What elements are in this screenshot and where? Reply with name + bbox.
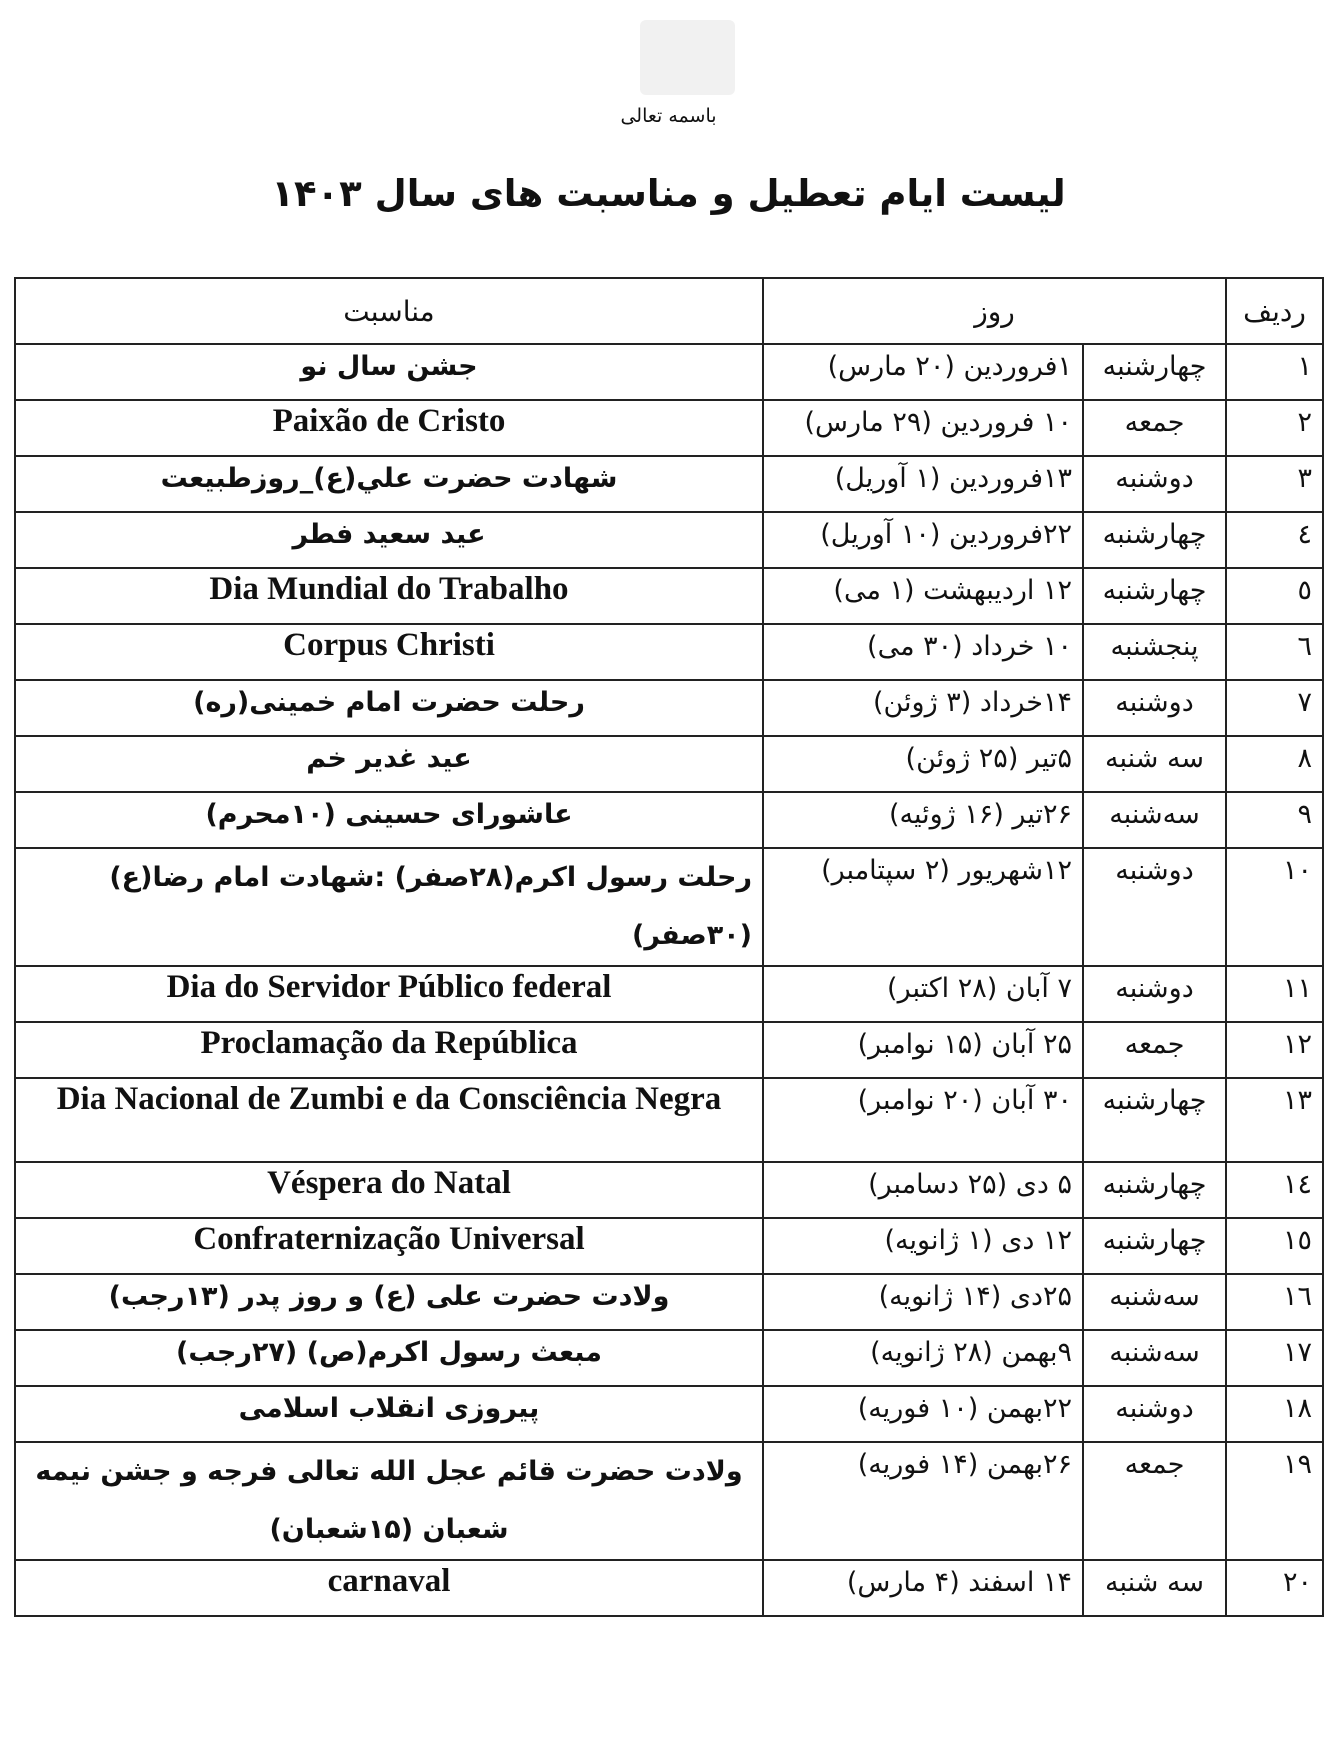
table-header-row — [15, 278, 1323, 344]
weekday-cell: چهارشنبه — [1083, 512, 1226, 568]
weekday-cell: دوشنبه — [1083, 456, 1226, 512]
table-row — [15, 966, 1323, 1022]
row-number: ۷ — [1226, 680, 1323, 736]
table-row — [15, 848, 1323, 966]
date-cell: ۷ آبان (۲۸ اکتبر) — [763, 966, 1083, 1022]
date-cell: ۹بهمن (۲۸ ژانویه) — [763, 1330, 1083, 1386]
occasion-cell: پیروزی انقلاب اسلامی — [15, 1386, 763, 1442]
row-number: ۱۱ — [1226, 966, 1323, 1022]
weekday-cell: دوشنبه — [1083, 966, 1226, 1022]
table-row — [15, 1442, 1323, 1560]
date-cell: ۲۵ آبان (۱۵ نوامبر) — [763, 1022, 1083, 1078]
table-row — [15, 512, 1323, 568]
occasion-cell: ولادت حضرت قائم عجل الله تعالی فرجه و جشن نیمه شعبان (۱۵شعبان) — [15, 1442, 763, 1560]
row-number: ۱۷ — [1226, 1330, 1323, 1386]
holiday-table — [14, 277, 1324, 1617]
date-cell: ۱۲ دی (۱ ژانویه) — [763, 1218, 1083, 1274]
weekday-cell: سه‌شنبه — [1083, 792, 1226, 848]
row-number: ۱۹ — [1226, 1442, 1323, 1560]
row-number: ۱ — [1226, 344, 1323, 400]
occasion-cell: عید سعید فطر — [15, 512, 763, 568]
date-cell: ۱۴ اسفند (۴ مارس) — [763, 1560, 1083, 1616]
weekday-cell: چهارشنبه — [1083, 344, 1226, 400]
row-number: ۱۲ — [1226, 1022, 1323, 1078]
occasion-cell: جشن سال نو — [15, 344, 763, 400]
row-number: ۲ — [1226, 400, 1323, 456]
table-row — [15, 1078, 1323, 1162]
row-number: ۹ — [1226, 792, 1323, 848]
table-row — [15, 344, 1323, 400]
table-row — [15, 792, 1323, 848]
table-row — [15, 456, 1323, 512]
page-title: لیست ایام تعطیل و مناسبت های سال ۱۴۰۳ — [271, 172, 1066, 215]
row-number: ۸ — [1226, 736, 1323, 792]
table-row — [15, 1330, 1323, 1386]
table-row — [15, 568, 1323, 624]
weekday-cell: سه‌شنبه — [1083, 1274, 1226, 1330]
date-cell: ۳۰ آبان (۲۰ نوامبر) — [763, 1078, 1083, 1162]
weekday-cell: دوشنبه — [1083, 848, 1226, 966]
date-cell: ۱۳فروردین (۱ آوریل) — [763, 456, 1083, 512]
column-header-row-number: ردیف — [1226, 278, 1323, 344]
row-number: ٥ — [1226, 568, 1323, 624]
table-row — [15, 624, 1323, 680]
occasion-cell: رحلت رسول اکرم(۲۸صفر) :شهادت امام رضا(ع) (۳۰صفر) — [15, 848, 763, 966]
scan-artifact — [640, 20, 735, 95]
weekday-cell: جمعه — [1083, 400, 1226, 456]
occasion-cell: carnaval — [15, 1560, 763, 1616]
invocation-line: باسمه تعالی — [620, 105, 717, 127]
weekday-cell: دوشنبه — [1083, 680, 1226, 736]
date-cell: ۲۲بهمن (۱۰ فوریه) — [763, 1386, 1083, 1442]
date-cell: ۵ دی (۲۵ دسامبر) — [763, 1162, 1083, 1218]
date-cell: ۲۶تیر (۱۶ ژوئیه) — [763, 792, 1083, 848]
date-cell: ۱۲ اردیبهشت (۱ می) — [763, 568, 1083, 624]
row-number: ۱٦ — [1226, 1274, 1323, 1330]
occasion-cell: Proclamação da República — [15, 1022, 763, 1078]
table-row — [15, 1560, 1323, 1616]
date-cell: ۲۵دی (۱۴ ژانویه) — [763, 1274, 1083, 1330]
row-number: ۱٤ — [1226, 1162, 1323, 1218]
occasion-cell: Paixão de Cristo — [15, 400, 763, 456]
column-header-day: روز — [763, 278, 1226, 344]
weekday-cell: چهارشنبه — [1083, 1078, 1226, 1162]
date-cell: ۵تیر (۲۵ ژوئن) — [763, 736, 1083, 792]
occasion-cell: Dia Mundial do Trabalho — [15, 568, 763, 624]
weekday-cell: پنجشنبه — [1083, 624, 1226, 680]
table-row — [15, 1022, 1323, 1078]
occasion-cell: Confraternização Universal — [15, 1218, 763, 1274]
occasion-cell: عید غدیر خم — [15, 736, 763, 792]
row-number: ۱۳ — [1226, 1078, 1323, 1162]
date-cell: ۲۲فروردین (۱۰ آوریل) — [763, 512, 1083, 568]
weekday-cell: دوشنبه — [1083, 1386, 1226, 1442]
table-row — [15, 1162, 1323, 1218]
occasion-cell: ولادت حضرت علی (ع) و روز پدر (۱۳رجب) — [15, 1274, 763, 1330]
date-cell: ۱۲شهریور (۲ سپتامبر) — [763, 848, 1083, 966]
row-number: ۱۸ — [1226, 1386, 1323, 1442]
date-cell: ۱۴خرداد (۳ ژوئن) — [763, 680, 1083, 736]
row-number: ۳ — [1226, 456, 1323, 512]
date-cell: ۱۰ خرداد (۳۰ می) — [763, 624, 1083, 680]
weekday-cell: جمعه — [1083, 1442, 1226, 1560]
occasion-cell: عاشورای حسینی (۱۰محرم) — [15, 792, 763, 848]
occasion-cell: رحلت حضرت امام خمینی(ره) — [15, 680, 763, 736]
table-row — [15, 400, 1323, 456]
weekday-cell: سه شنبه — [1083, 1560, 1226, 1616]
table-row — [15, 680, 1323, 736]
occasion-cell: مبعث رسول اکرم(ص) (۲۷رجب) — [15, 1330, 763, 1386]
occasion-cell: Corpus Christi — [15, 624, 763, 680]
weekday-cell: چهارشنبه — [1083, 568, 1226, 624]
row-number: ٤ — [1226, 512, 1323, 568]
weekday-cell: چهارشنبه — [1083, 1162, 1226, 1218]
row-number: ٦ — [1226, 624, 1323, 680]
row-number: ۲۰ — [1226, 1560, 1323, 1616]
weekday-cell: سه شنبه — [1083, 736, 1226, 792]
weekday-cell: چهارشنبه — [1083, 1218, 1226, 1274]
column-header-occasion: مناسبت — [15, 278, 763, 344]
row-number: ۱۰ — [1226, 848, 1323, 966]
table-row — [15, 736, 1323, 792]
occasion-cell: Dia Nacional de Zumbi e da Consciência Negra — [15, 1078, 763, 1162]
table-row — [15, 1274, 1323, 1330]
occasion-cell: Dia do Servidor Público federal — [15, 966, 763, 1022]
table-row — [15, 1218, 1323, 1274]
date-cell: ۱۰ فروردین (۲۹ مارس) — [763, 400, 1083, 456]
row-number: ۱٥ — [1226, 1218, 1323, 1274]
weekday-cell: سه‌شنبه — [1083, 1330, 1226, 1386]
table-row — [15, 1386, 1323, 1442]
occasion-cell: Véspera do Natal — [15, 1162, 763, 1218]
date-cell: ۱فروردین (۲۰ مارس) — [763, 344, 1083, 400]
occasion-cell: شهادت حضرت علي(ع)_روزطبیعت — [15, 456, 763, 512]
weekday-cell: جمعه — [1083, 1022, 1226, 1078]
date-cell: ۲۶بهمن (۱۴ فوریه) — [763, 1442, 1083, 1560]
